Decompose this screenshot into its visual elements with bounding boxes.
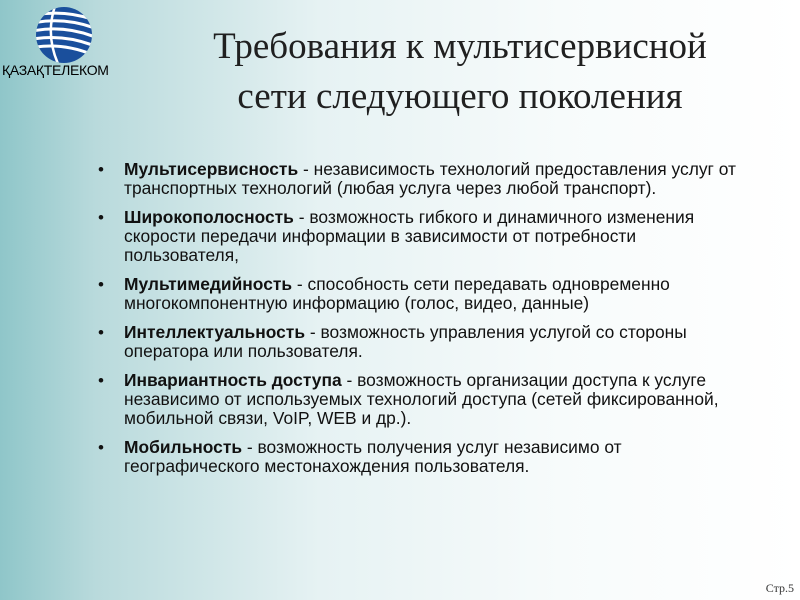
list-item xyxy=(92,275,752,313)
list-item xyxy=(92,438,752,476)
bullet-text: - независимость технологий предоставления услуг от транспортных технологий (любая услуга через любой транспорт). xyxy=(124,159,736,198)
bullet-term: Мультисервисность xyxy=(124,159,299,179)
slide-title xyxy=(130,22,790,122)
bullet-term: Интеллектуальность xyxy=(124,322,306,342)
bullet-term: Мобильность xyxy=(124,437,243,457)
bullet-term: Инвариантность доступа xyxy=(124,370,342,390)
bullet-text: - возможность гибкого и динамичного изменения скорости передачи информации в зависимости от потребности пользователя, xyxy=(124,207,695,265)
title-line-2: сети следующего поколения xyxy=(237,76,683,117)
globe-icon xyxy=(25,6,103,64)
bullet-term: Широкополосность xyxy=(124,207,294,227)
bullet-list xyxy=(92,160,752,486)
bullet-text: - возможность получения услуг независимо от географического местонахождения пользователя. xyxy=(124,437,622,476)
bullet-icon: • xyxy=(98,275,104,294)
company-logo xyxy=(0,0,130,90)
bullet-icon: • xyxy=(98,438,104,457)
bullet-icon: • xyxy=(98,160,104,179)
title-line-1: Требования к мультисервисной xyxy=(213,26,707,67)
list-item xyxy=(92,160,752,198)
bullet-term: Мультимедийность xyxy=(124,274,293,294)
bullet-text: - способность сети передавать одновременно многокомпонентную информацию (голос, видео, данные) xyxy=(124,274,670,313)
list-item xyxy=(92,371,752,428)
bullet-icon: • xyxy=(98,323,104,342)
bullet-icon: • xyxy=(98,371,104,390)
list-item xyxy=(92,208,752,265)
bullet-icon: • xyxy=(98,208,104,227)
list-item xyxy=(92,323,752,361)
page-number: Стр.5 xyxy=(765,581,794,595)
logo-text: ҚАЗАҚТЕЛЕКОМ xyxy=(2,62,109,78)
bullet-text: - возможность управления услугой со стороны оператора или пользователя. xyxy=(124,322,687,361)
bullet-text: - возможность организации доступа к услуге независимо от используемых технологий доступа (сетей фиксированной, мобильной связи, VoIP, WEB и др.). xyxy=(124,370,719,428)
